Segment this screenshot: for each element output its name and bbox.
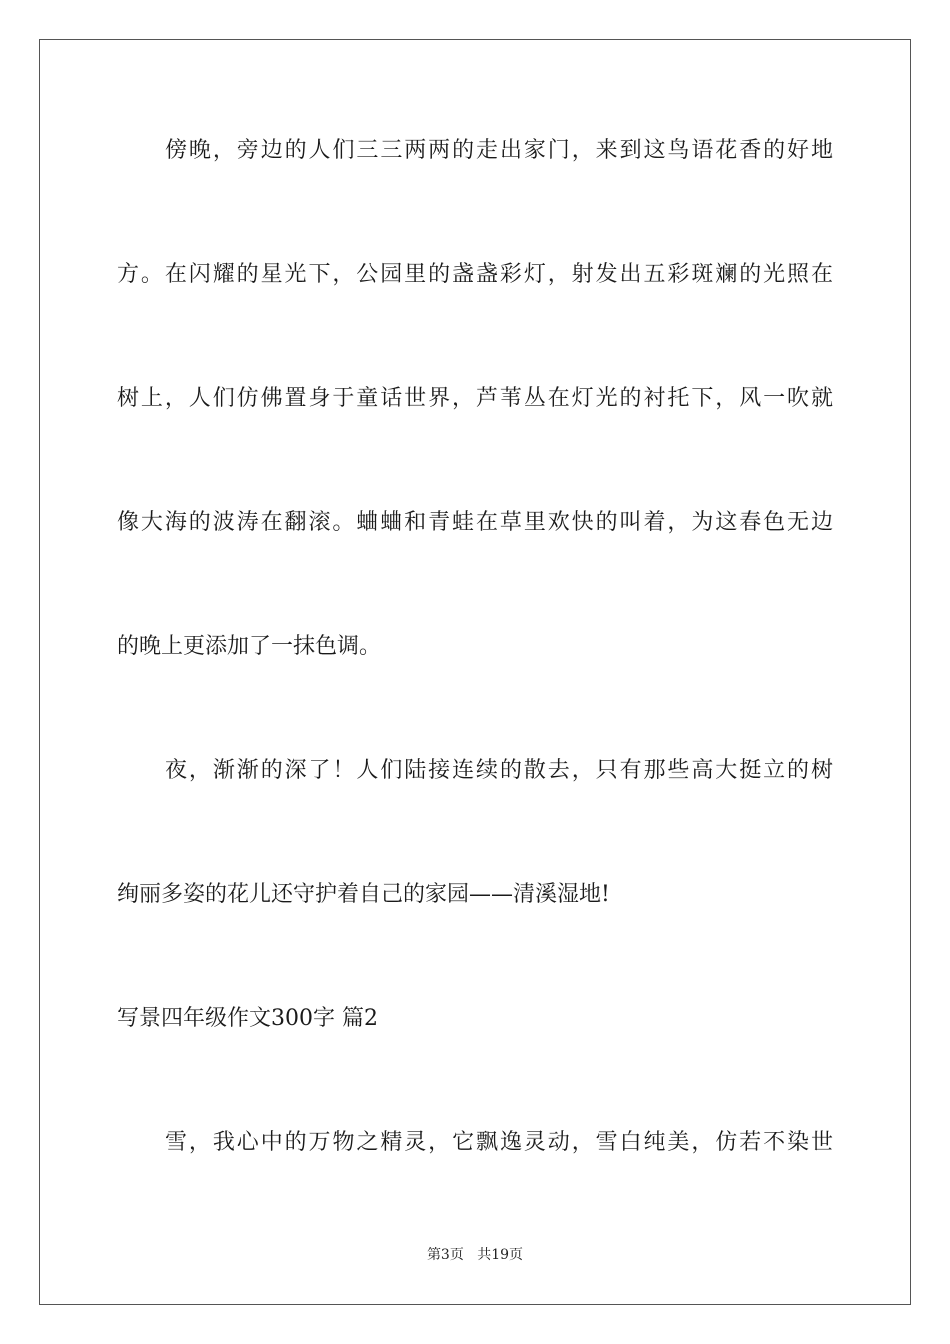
page-border: [39, 39, 911, 1305]
paragraph-3-line-1: 雪，我心中的万物之精灵，它飘逸灵动，雪白纯美，仿若不染世: [165, 1130, 833, 1155]
paragraph-2-line-1: 夜，渐渐的深了！人们陆接连续的散去，只有那些高大挺立的树: [165, 758, 833, 783]
paragraph-1-line-4: 像大海的波涛在翻滚。蛐蛐和青蛙在草里欢快的叫着，为这春色无边: [117, 510, 833, 535]
page-footer: [0, 1245, 950, 1265]
paragraph-1-line-3: 树上，人们仿佛置身于童话世界，芦苇丛在灯光的衬托下，风一吹就: [117, 386, 833, 411]
page-total: 共19页: [477, 1247, 524, 1263]
paragraph-2-line-2: 绚丽多姿的花儿还守护着自己的家园——清溪湿地!: [117, 882, 610, 907]
paragraph-1-line-5: 的晚上更添加了一抹色调。: [117, 634, 382, 659]
section-heading: 写景四年级作文300字 篇2: [117, 1006, 378, 1031]
paragraph-1-line-2: 方。在闪耀的星光下，公园里的盏盏彩灯，射发出五彩斑斓的光照在: [117, 262, 833, 287]
page-number: 第3页: [426, 1247, 464, 1263]
paragraph-1-line-1: 傍晚，旁边的人们三三两两的走出家门，来到这鸟语花香的好地: [165, 138, 833, 163]
